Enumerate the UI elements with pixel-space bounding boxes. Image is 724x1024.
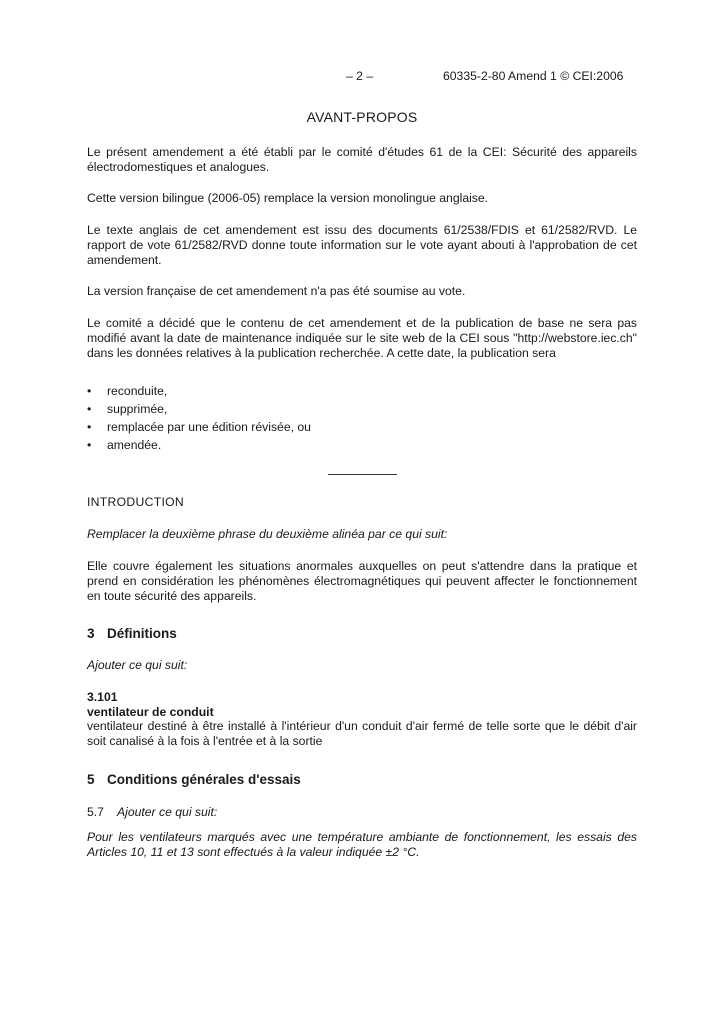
bullet-icon: • xyxy=(87,438,92,452)
bullet-list xyxy=(87,382,637,454)
definition-term: ventilateur de conduit xyxy=(87,705,214,719)
section-3-heading xyxy=(87,626,637,641)
subclause-5-7 xyxy=(87,805,637,820)
bullet-icon: • xyxy=(87,402,92,416)
section-5-heading xyxy=(87,772,637,787)
list-item-text: remplacée par une édition révisée, ou xyxy=(107,420,311,434)
subclause-instruction: Ajouter ce qui suit: xyxy=(117,805,218,819)
foreword-paragraph-2: Cette version bilingue (2006-05) remplace la version monolingue anglaise. xyxy=(87,191,489,205)
section-number: 3 xyxy=(87,626,95,641)
page-number: – 2 – xyxy=(346,69,374,83)
list-item xyxy=(87,418,637,436)
introduction-instruction: Remplacer la deuxième phrase du deuxième alinéa par ce qui suit: xyxy=(87,527,448,541)
list-item-text: supprimée, xyxy=(107,402,168,416)
section-divider xyxy=(328,474,397,475)
document-reference: 60335-2-80 Amend 1 © CEI:2006 xyxy=(443,69,624,83)
introduction-text: Elle couvre également les situations anormales auxquelles on peut s'attendre dans la pratique et prend en considération les phénomènes électromagnétiques qui peuvent affecter le fonctionnement en toute sécurité des appareils. xyxy=(87,559,637,603)
list-item-text: amendée. xyxy=(107,438,162,452)
section-title: Conditions générales d'essais xyxy=(107,772,301,787)
list-item xyxy=(87,400,637,418)
introduction-heading: INTRODUCTION xyxy=(87,495,185,509)
foreword-paragraph-1: Le présent amendement a été établi par le comité d'études 61 de la CEI: Sécurité des appareils électrodomestiques et analogues. xyxy=(87,145,637,174)
foreword-paragraph-3: Le texte anglais de cet amendement est issu des documents 61/2538/FDIS et 61/2582/RVD. Le rapport de vote 61/2582/RVD donne toute information sur le vote ayant abouti à l'approbation de cet amendement. xyxy=(87,223,637,267)
list-item-text: reconduite, xyxy=(107,384,168,398)
definition-text: ventilateur destiné à être installé à l'intérieur d'un conduit d'air fermé de telle sorte que le débit d'air soit canalisé à la fois à l'entrée et à la sortie xyxy=(87,719,637,748)
list-item xyxy=(87,382,637,400)
section-number: 5 xyxy=(87,772,95,787)
section-3-instruction: Ajouter ce qui suit: xyxy=(87,658,188,672)
subclause-text: Pour les ventilateurs marqués avec une température ambiante de fonctionnement, les essais des Articles 10, 11 et 13 sont effectués à la valeur indiquée ±2 °C. xyxy=(87,830,637,859)
foreword-paragraph-4: La version française de cet amendement n'a pas été soumise au vote. xyxy=(87,284,466,298)
definition-number: 3.101 xyxy=(87,690,118,704)
page-title: AVANT-PROPOS xyxy=(306,109,418,125)
bullet-icon: • xyxy=(87,384,92,398)
list-item xyxy=(87,436,637,454)
foreword-paragraph-5: Le comité a décidé que le contenu de cet amendement et de la publication de base ne sera pas modifié avant la date de maintenance indiquée sur le site web de la CEI sous "http://webstore.iec.ch" dans les données relatives à la publication recherchée. A cette date, la publication sera xyxy=(87,316,637,360)
section-title: Définitions xyxy=(107,626,177,641)
subclause-number: 5.7 xyxy=(87,805,104,819)
bullet-icon: • xyxy=(87,420,92,434)
